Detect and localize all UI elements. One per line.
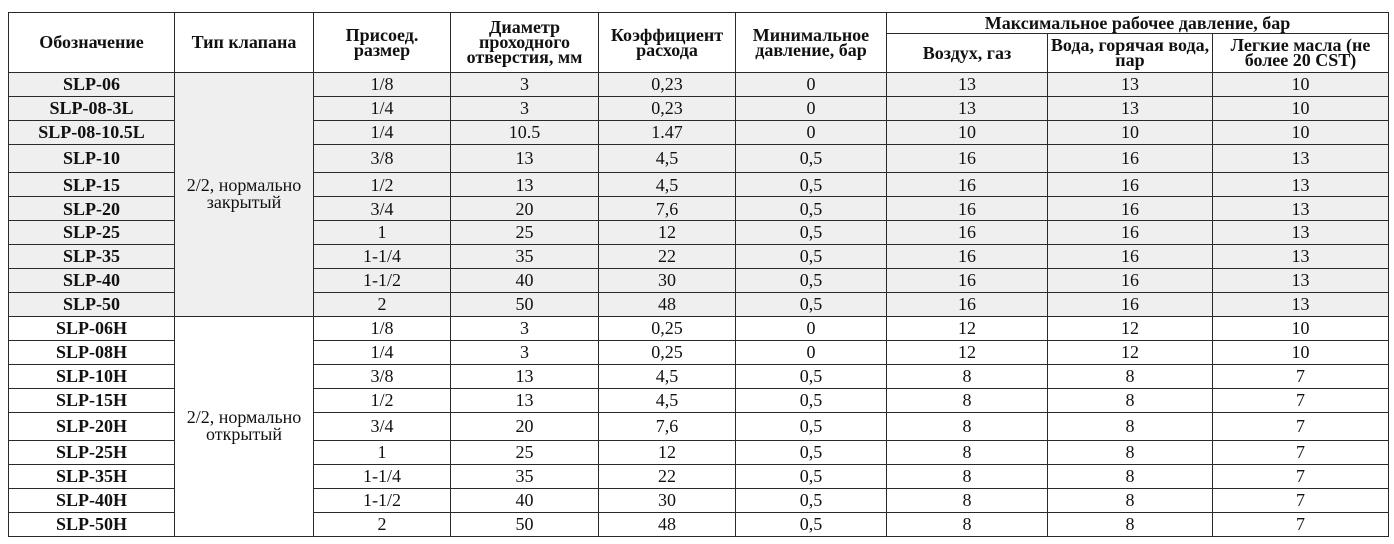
table-body [9,73,1389,537]
designation-cell: SLP-08-3L [9,96,175,120]
min-pressure-cell: 0,5 [736,292,887,316]
pressure-air-gas-cell: 8 [887,412,1048,440]
flow-coefficient-cell: 4,5 [599,144,736,172]
bore-diameter-cell: 3 [451,96,599,120]
pressure-air-gas-cell: 12 [887,340,1048,364]
valve-type-cell: 2/2, нормально закрытый [175,73,314,317]
flow-coefficient-cell: 4,5 [599,388,736,412]
connection-size-cell: 1/4 [314,340,451,364]
bore-diameter-cell: 35 [451,244,599,268]
flow-coefficient-cell: 30 [599,268,736,292]
bore-diameter-cell: 40 [451,268,599,292]
flow-coefficient-cell: 4,5 [599,173,736,197]
min-pressure-cell: 0,5 [736,488,887,512]
bore-diameter-cell: 13 [451,364,599,388]
bore-diameter-cell: 50 [451,292,599,316]
flow-coefficient-cell: 12 [599,440,736,464]
bore-diameter-cell: 3 [451,73,599,97]
pressure-air-gas-cell: 16 [887,268,1048,292]
bore-diameter-cell: 10.5 [451,120,599,144]
flow-coefficient-cell: 1.47 [599,120,736,144]
pressure-air-gas-cell: 16 [887,220,1048,244]
pressure-water-steam-cell: 12 [1048,340,1213,364]
min-pressure-cell: 0,5 [736,388,887,412]
pressure-light-oils-cell: 10 [1213,340,1389,364]
connection-size-cell: 1/2 [314,173,451,197]
pressure-light-oils-cell: 13 [1213,268,1389,292]
header-flow-coefficient: Коэффициент расхода [599,13,736,73]
pressure-light-oils-cell: 13 [1213,244,1389,268]
pressure-air-gas-cell: 16 [887,144,1048,172]
designation-cell: SLP-10 [9,144,175,172]
bore-diameter-cell: 25 [451,440,599,464]
pressure-air-gas-cell: 8 [887,488,1048,512]
connection-size-cell: 3/4 [314,197,451,221]
pressure-air-gas-cell: 8 [887,512,1048,536]
connection-size-cell: 1/8 [314,73,451,97]
flow-coefficient-cell: 22 [599,244,736,268]
designation-cell: SLP-20 [9,197,175,221]
pressure-light-oils-cell: 10 [1213,120,1389,144]
pressure-air-gas-cell: 16 [887,173,1048,197]
flow-coefficient-cell: 0,23 [599,73,736,97]
flow-coefficient-cell: 48 [599,292,736,316]
flow-coefficient-cell: 7,6 [599,412,736,440]
flow-coefficient-cell: 48 [599,512,736,536]
bore-diameter-cell: 3 [451,340,599,364]
connection-size-cell: 1 [314,220,451,244]
min-pressure-cell: 0,5 [736,512,887,536]
header-designation: Обозначение [9,13,175,73]
pressure-water-steam-cell: 8 [1048,412,1213,440]
flow-coefficient-cell: 4,5 [599,364,736,388]
min-pressure-cell: 0,5 [736,412,887,440]
pressure-light-oils-cell: 13 [1213,292,1389,316]
pressure-light-oils-cell: 10 [1213,96,1389,120]
connection-size-cell: 2 [314,292,451,316]
pressure-light-oils-cell: 13 [1213,197,1389,221]
designation-cell: SLP-06H [9,316,175,340]
pressure-water-steam-cell: 13 [1048,96,1213,120]
header-bore-diameter: Диаметр проходного отверстия, мм [451,13,599,73]
pressure-water-steam-cell: 16 [1048,220,1213,244]
flow-coefficient-cell: 22 [599,464,736,488]
pressure-air-gas-cell: 8 [887,388,1048,412]
pressure-water-steam-cell: 8 [1048,364,1213,388]
bore-diameter-cell: 13 [451,144,599,172]
pressure-light-oils-cell: 7 [1213,388,1389,412]
designation-cell: SLP-25 [9,220,175,244]
bore-diameter-cell: 40 [451,488,599,512]
min-pressure-cell: 0 [736,340,887,364]
pressure-light-oils-cell: 7 [1213,512,1389,536]
min-pressure-cell: 0 [736,73,887,97]
min-pressure-cell: 0,5 [736,268,887,292]
pressure-light-oils-cell: 7 [1213,440,1389,464]
connection-size-cell: 1/8 [314,316,451,340]
min-pressure-cell: 0,5 [736,464,887,488]
pressure-light-oils-cell: 13 [1213,144,1389,172]
designation-cell: SLP-20H [9,412,175,440]
connection-size-cell: 3/8 [314,144,451,172]
bore-diameter-cell: 25 [451,220,599,244]
min-pressure-cell: 0,5 [736,244,887,268]
bore-diameter-cell: 35 [451,464,599,488]
connection-size-cell: 1/2 [314,388,451,412]
min-pressure-cell: 0,5 [736,364,887,388]
pressure-light-oils-cell: 7 [1213,464,1389,488]
designation-cell: SLP-15 [9,173,175,197]
designation-cell: SLP-35 [9,244,175,268]
header-air-gas: Воздух, газ [887,34,1048,73]
bore-diameter-cell: 13 [451,388,599,412]
pressure-water-steam-cell: 16 [1048,292,1213,316]
connection-size-cell: 1-1/2 [314,488,451,512]
pressure-water-steam-cell: 8 [1048,512,1213,536]
bore-diameter-cell: 13 [451,173,599,197]
connection-size-cell: 1/4 [314,96,451,120]
pressure-water-steam-cell: 8 [1048,488,1213,512]
designation-cell: SLP-10H [9,364,175,388]
pressure-air-gas-cell: 16 [887,244,1048,268]
designation-cell: SLP-50 [9,292,175,316]
designation-cell: SLP-40 [9,268,175,292]
connection-size-cell: 2 [314,512,451,536]
pressure-light-oils-cell: 13 [1213,173,1389,197]
table-row [9,316,1389,340]
pressure-light-oils-cell: 7 [1213,412,1389,440]
pressure-water-steam-cell: 10 [1048,120,1213,144]
pressure-water-steam-cell: 8 [1048,464,1213,488]
pressure-air-gas-cell: 10 [887,120,1048,144]
min-pressure-cell: 0,5 [736,144,887,172]
connection-size-cell: 3/8 [314,364,451,388]
designation-cell: SLP-50H [9,512,175,536]
min-pressure-cell: 0 [736,96,887,120]
pressure-light-oils-cell: 10 [1213,316,1389,340]
designation-cell: SLP-08-10.5L [9,120,175,144]
pressure-light-oils-cell: 10 [1213,73,1389,97]
pressure-water-steam-cell: 8 [1048,388,1213,412]
pressure-air-gas-cell: 16 [887,197,1048,221]
header-min-pressure: Минимальное давление, бар [736,13,887,73]
min-pressure-cell: 0,5 [736,440,887,464]
header-water-steam: Вода, горячая вода, пар [1048,34,1213,73]
connection-size-cell: 3/4 [314,412,451,440]
designation-cell: SLP-15H [9,388,175,412]
pressure-water-steam-cell: 16 [1048,173,1213,197]
pressure-air-gas-cell: 13 [887,96,1048,120]
flow-coefficient-cell: 30 [599,488,736,512]
designation-cell: SLP-08H [9,340,175,364]
pressure-water-steam-cell: 8 [1048,440,1213,464]
header-max-pressure: Максимальное рабочее давление, бар [887,13,1389,34]
pressure-water-steam-cell: 16 [1048,144,1213,172]
bore-diameter-cell: 20 [451,197,599,221]
connection-size-cell: 1-1/2 [314,268,451,292]
designation-cell: SLP-25H [9,440,175,464]
min-pressure-cell: 0,5 [736,197,887,221]
pressure-light-oils-cell: 7 [1213,488,1389,512]
flow-coefficient-cell: 7,6 [599,197,736,221]
bore-diameter-cell: 20 [451,412,599,440]
pressure-air-gas-cell: 8 [887,440,1048,464]
flow-coefficient-cell: 0,23 [599,96,736,120]
flow-coefficient-cell: 0,25 [599,340,736,364]
pressure-air-gas-cell: 12 [887,316,1048,340]
pressure-light-oils-cell: 13 [1213,220,1389,244]
pressure-air-gas-cell: 16 [887,292,1048,316]
header-valve-type: Тип клапана [175,13,314,73]
min-pressure-cell: 0 [736,120,887,144]
min-pressure-cell: 0,5 [736,220,887,244]
connection-size-cell: 1-1/4 [314,464,451,488]
designation-cell: SLP-35H [9,464,175,488]
bore-diameter-cell: 3 [451,316,599,340]
header-connection-size: Присоед. размер [314,13,451,73]
table-row [9,73,1389,97]
min-pressure-cell: 0,5 [736,173,887,197]
valve-specs-table [8,12,1389,537]
header-light-oils: Легкие масла (не более 20 CST) [1213,34,1389,73]
pressure-water-steam-cell: 16 [1048,268,1213,292]
pressure-air-gas-cell: 8 [887,464,1048,488]
min-pressure-cell: 0 [736,316,887,340]
pressure-water-steam-cell: 12 [1048,316,1213,340]
flow-coefficient-cell: 0,25 [599,316,736,340]
pressure-water-steam-cell: 16 [1048,197,1213,221]
connection-size-cell: 1/4 [314,120,451,144]
designation-cell: SLP-40H [9,488,175,512]
pressure-air-gas-cell: 8 [887,364,1048,388]
designation-cell: SLP-06 [9,73,175,97]
pressure-light-oils-cell: 7 [1213,364,1389,388]
pressure-water-steam-cell: 13 [1048,73,1213,97]
flow-coefficient-cell: 12 [599,220,736,244]
pressure-air-gas-cell: 13 [887,73,1048,97]
pressure-water-steam-cell: 16 [1048,244,1213,268]
valve-type-cell: 2/2, нормально открытый [175,316,314,536]
connection-size-cell: 1-1/4 [314,244,451,268]
bore-diameter-cell: 50 [451,512,599,536]
connection-size-cell: 1 [314,440,451,464]
